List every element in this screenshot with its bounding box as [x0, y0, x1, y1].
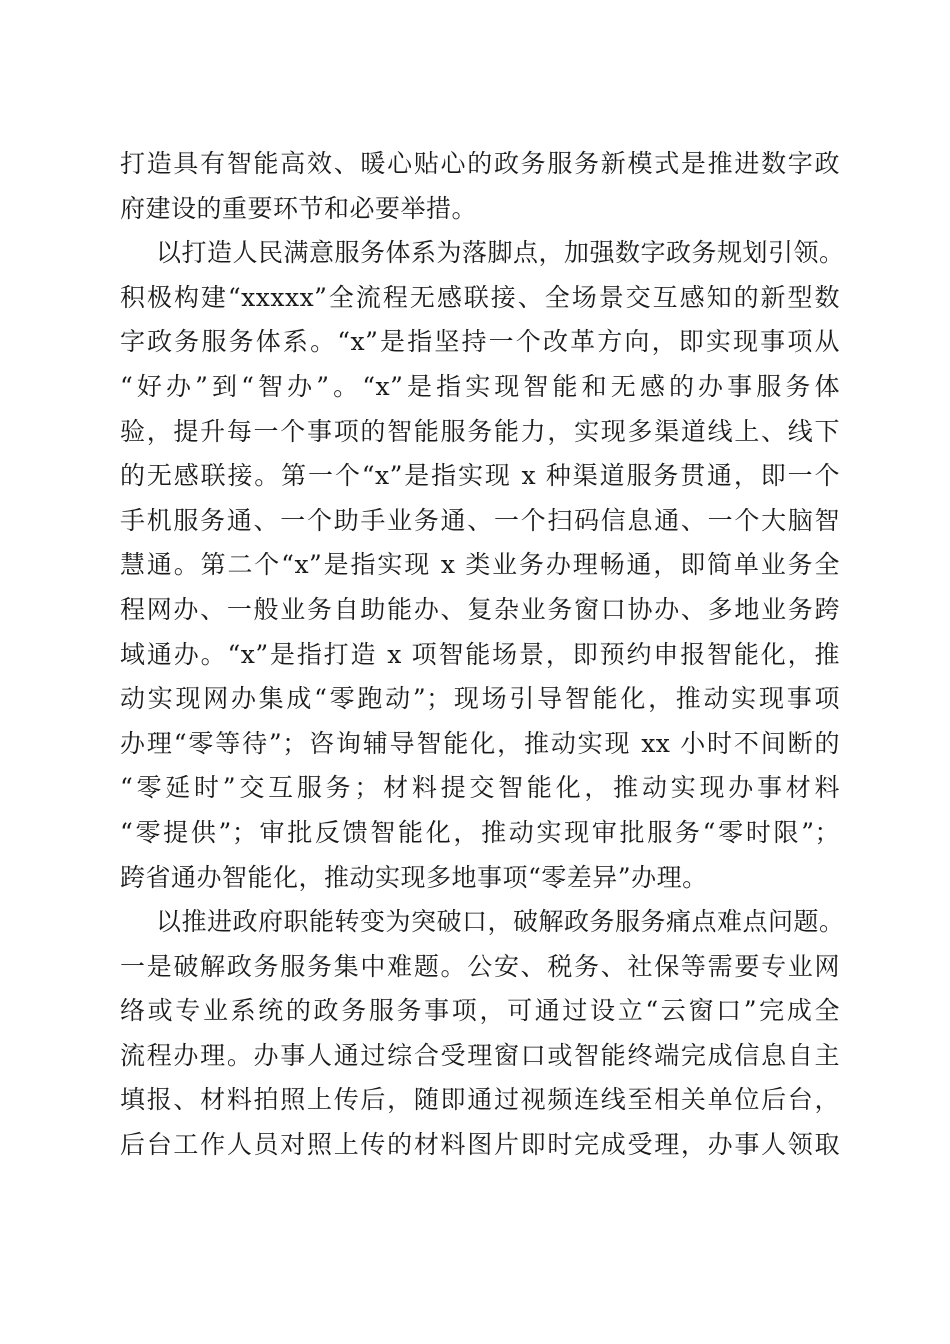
text-line: 打造具有智能高效、暖心贴心的政务服务新模式是推进数字政 — [120, 149, 840, 178]
text-line: 跨省通办智能化，推动实现多地事项“零差异”办理。 — [120, 862, 708, 892]
text-line: “零提供”；审批反馈智能化，推动实现审批服务“零时限”； — [120, 817, 840, 847]
text-line: “好办”到“智办”。“x”是指实现智能和无感的办事服务体 — [120, 371, 840, 401]
text-line: 的无感联接。第一个“x”是指实现 x 种渠道服务贯通，即一个 — [120, 461, 840, 491]
text-line: 域通办。“x”是指打造 x 项智能场景，即预约申报智能化，推 — [120, 639, 840, 669]
text-line: 办理“零等待”；咨询辅导智能化，推动实现 xx 小时不间断的 — [120, 728, 840, 758]
text-line: 程网办、一般业务自助能办、复杂业务窗口协办、多地业务跨 — [120, 594, 840, 624]
paragraph-start-line: 以推进政府职能转变为突破口，破解政务服务痛点难点问题。 — [156, 907, 845, 937]
text-line: 动实现网办集成“零跑动”；现场引导智能化，推动实现事项 — [120, 684, 840, 714]
text-line: 络或专业系统的政务服务事项，可通过设立“云窗口”完成全 — [120, 996, 840, 1026]
text-line: 验，提升每一个事项的智能服务能力，实现多渠道线上、线下 — [120, 416, 840, 446]
text-line: 府建设的重要环节和必要举措。 — [120, 193, 478, 223]
text-line: 手机服务通、一个助手业务通、一个扫码信息通、一个大脑智 — [120, 505, 840, 535]
text-line: 填报、材料拍照上传后，随即通过视频连线至相关单位后台， — [120, 1085, 840, 1115]
text-line: 慧通。第二个“x”是指实现 x 类业务办理畅通，即简单业务全 — [120, 550, 840, 580]
paragraph-start-line: 以打造人民满意服务体系为落脚点，加强数字政务规划引领。 — [156, 238, 845, 268]
text-line: 流程办理。办事人通过综合受理窗口或智能终端完成信息自主 — [120, 1040, 840, 1070]
text-line: 字政务服务体系。“x”是指坚持一个改革方向，即实现事项从 — [120, 327, 840, 357]
text-line: 积极构建“xxxxx”全流程无感联接、全场景交互感知的新型数 — [120, 282, 840, 312]
text-line: 一是破解政务服务集中难题。公安、税务、社保等需要专业网 — [120, 951, 840, 981]
text-line: 后台工作人员对照上传的材料图片即时完成受理，办事人领取 — [120, 1130, 840, 1160]
text-line: “零延时”交互服务；材料提交智能化，推动实现办事材料 — [120, 773, 840, 803]
document-body — [120, 142, 845, 1168]
